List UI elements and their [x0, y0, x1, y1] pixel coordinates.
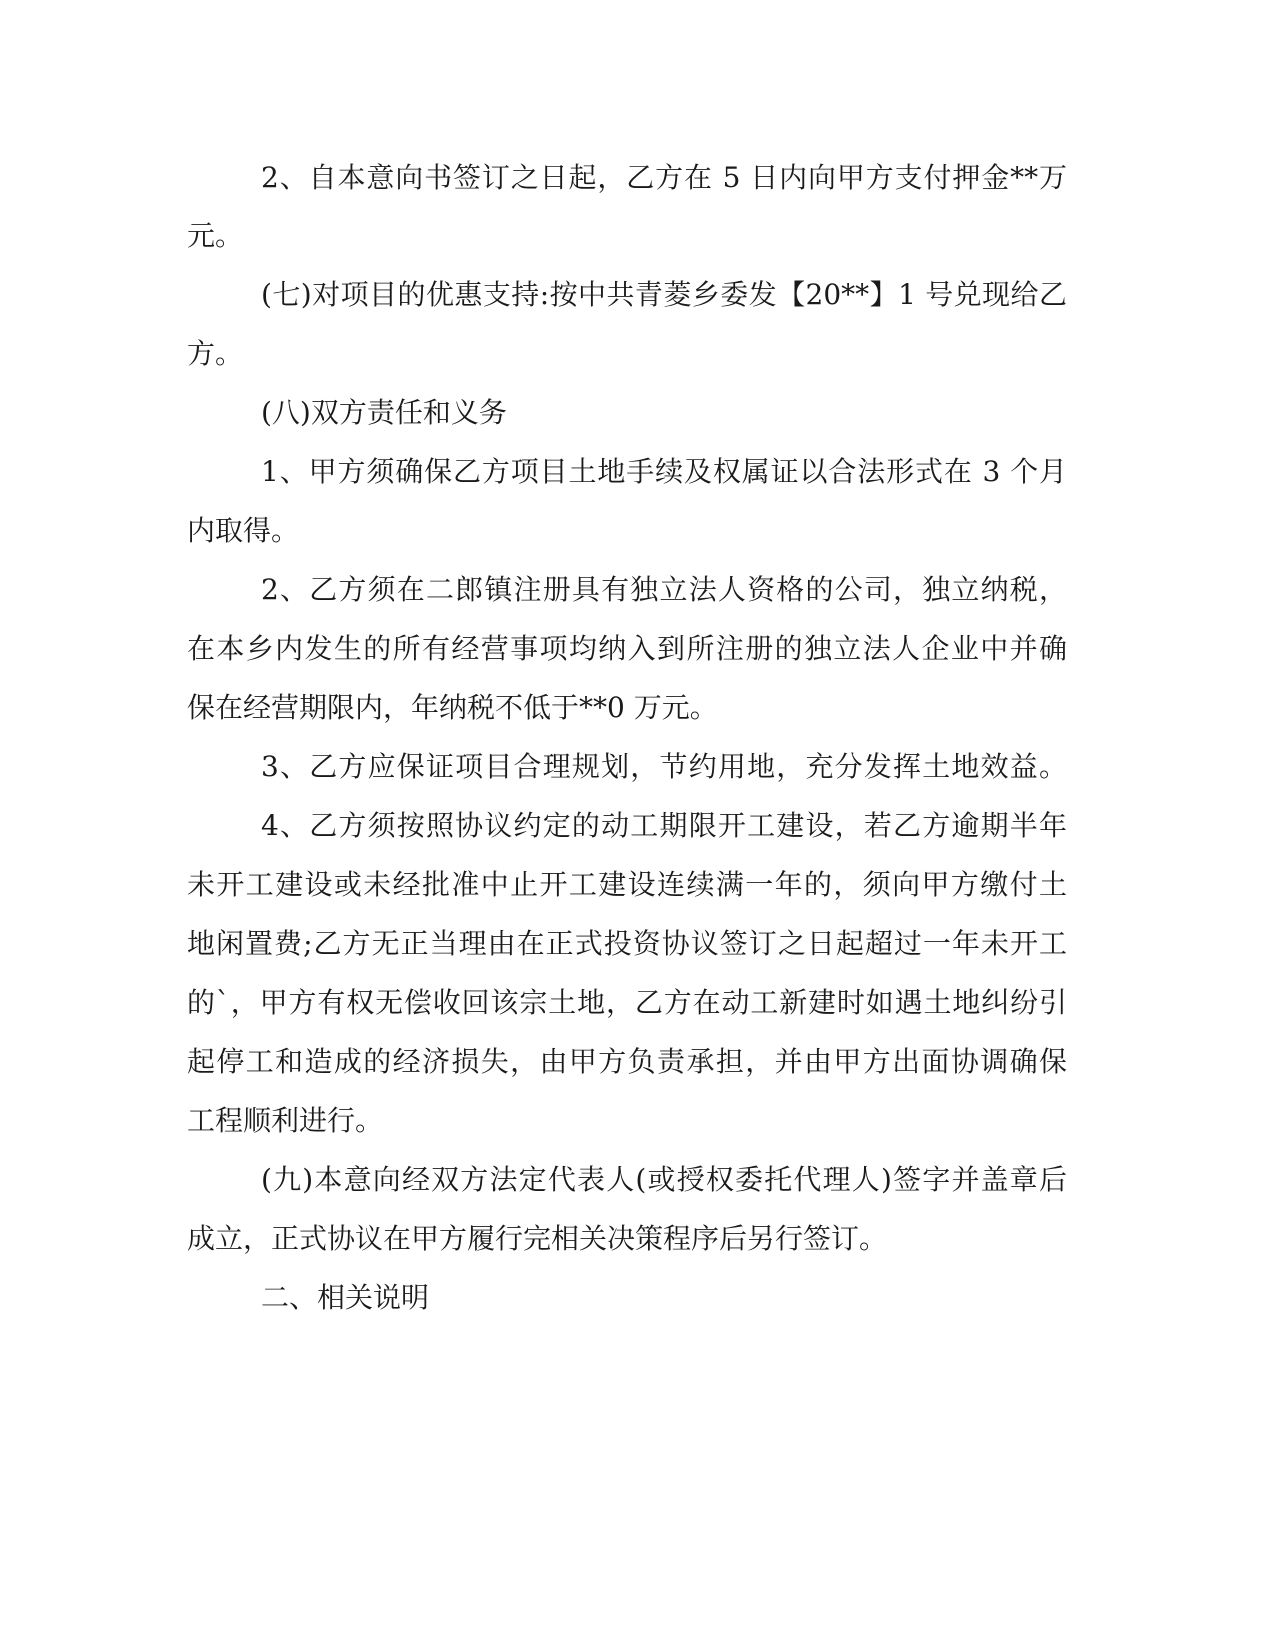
paragraph-line: 的`，甲方有权无偿收回该宗土地，乙方在动工新建时如遇土地纠纷引 [187, 986, 1067, 1019]
paragraph-line: 1、甲方须确保乙方项目土地手续及权属证以合法形式在 3 个月 [261, 455, 1067, 488]
paragraph-line: 成立，正式协议在甲方履行完相关决策程序后另行签订。 [187, 1222, 888, 1255]
paragraph-line: 元。 [187, 219, 244, 252]
paragraph-line: 在本乡内发生的所有经营事项均纳入到所注册的独立法人企业中并确 [187, 632, 1067, 665]
paragraph-line: 内取得。 [187, 514, 300, 547]
paragraph-line: 起停工和造成的经济损失，由甲方负责承担，并由甲方出面协调确保 [187, 1045, 1067, 1078]
paragraph-line: 工程顺利进行。 [187, 1104, 384, 1137]
paragraph-line: 4、乙方须按照协议约定的动工期限开工建设，若乙方逾期半年 [261, 809, 1067, 842]
paragraph-line: 2、乙方须在二郎镇注册具有独立法人资格的公司，独立纳税， [261, 573, 1067, 606]
paragraph-line: 3、乙方应保证项目合理规划，节约用地，充分发挥土地效益。 [261, 750, 1067, 783]
paragraph-line: 未开工建设或未经批准中止开工建设连续满一年的，须向甲方缴付土 [187, 868, 1067, 901]
paragraph-line: 方。 [187, 337, 244, 370]
section-heading: (八)双方责任和义务 [261, 396, 507, 429]
section-heading: 二、相关说明 [261, 1281, 430, 1314]
paragraph-line: 地闲置费;乙方无正当理由在正式投资协议签订之日起超过一年未开工 [187, 927, 1067, 960]
paragraph-line: 保在经营期限内，年纳税不低于**0 万元。 [187, 691, 718, 724]
paragraph-line: 2、自本意向书签订之日起，乙方在 5 日内向甲方支付押金**万 [261, 161, 1067, 194]
paragraph-line: (七)对项目的优惠支持:按中共青菱乡委发【20**】1 号兑现给乙 [261, 278, 1067, 311]
paragraph-line: (九)本意向经双方法定代表人(或授权委托代理人)签字并盖章后 [261, 1163, 1067, 1196]
